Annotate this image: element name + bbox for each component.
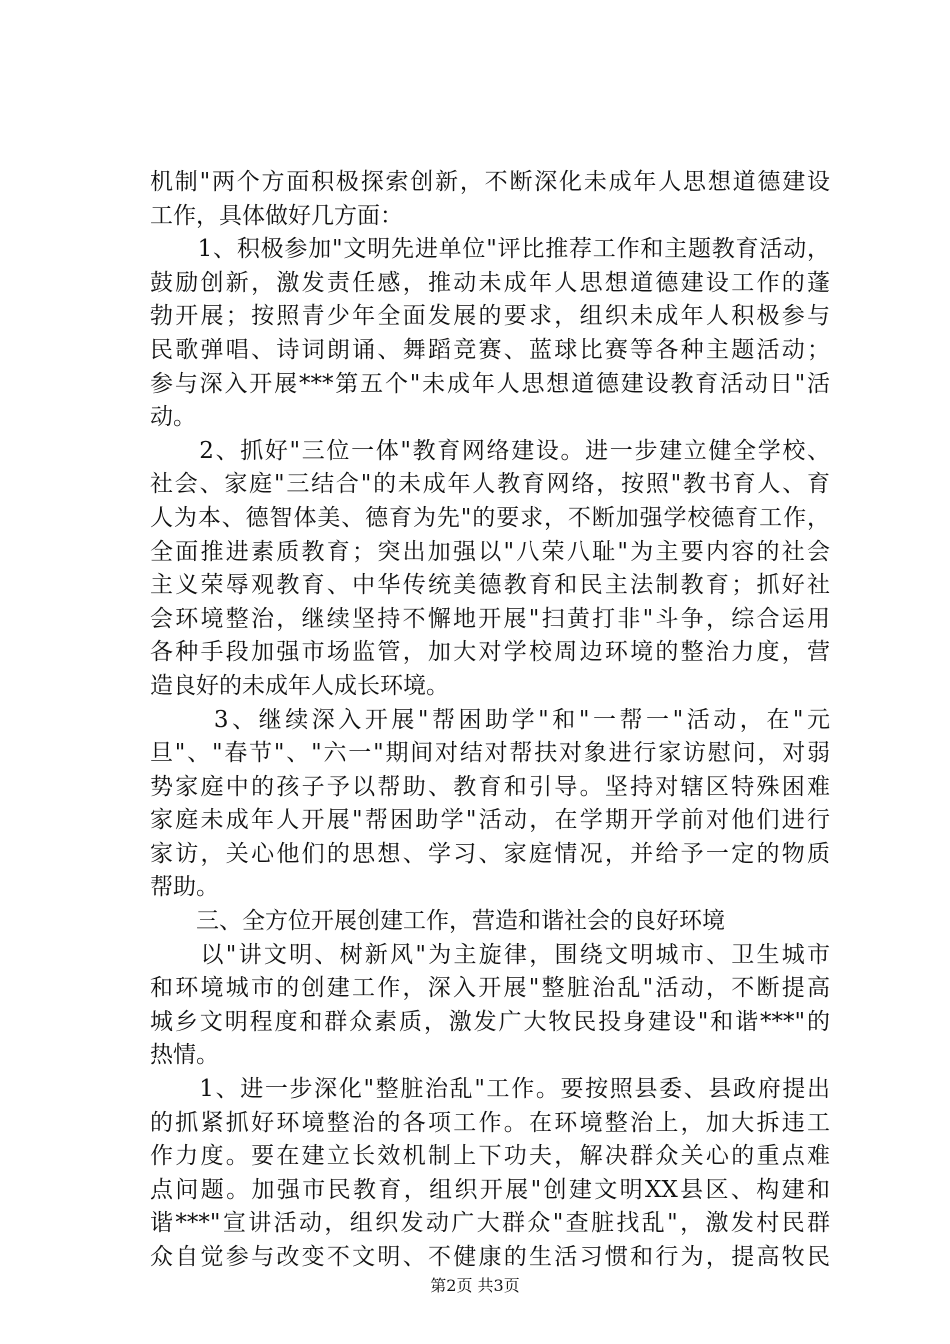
- text-line: 1、进一步深化"整脏治乱"工作。要按照县委、县政府提出: [150, 1076, 830, 1103]
- document-body: [150, 166, 830, 1275]
- text-line: 的抓紧抓好环境整治的各项工作。在环境整治上，加大拆违工: [150, 1109, 830, 1136]
- text-line: 城乡文明程度和群众素质，激发广大牧民投身建设"和谐***"的: [150, 1008, 830, 1035]
- section-heading: 三、全方位开展创建工作，营造和谐社会的良好环境: [150, 908, 725, 935]
- page-number-footer: 第2页 共3页: [430, 1276, 520, 1295]
- text-line: 工作，具体做好几方面：: [150, 202, 403, 229]
- text-line: 人为本、德智体美、德育为先"的要求，不断加强学校德育工作，: [150, 504, 830, 531]
- text-line: 热情。: [150, 1042, 219, 1069]
- text-line: 众自觉参与改变不文明、不健康的生活习惯和行为，提高牧民: [150, 1244, 830, 1270]
- text-line: 点问题。加强市民教育，组织开展"创建文明XX县区、构建和: [150, 1176, 830, 1203]
- text-line: 全面推进素质教育；突出加强以"八荣八耻"为主要内容的社会: [150, 538, 830, 565]
- text-line: 民歌弹唱、诗词朗诵、舞蹈竞赛、蓝球比赛等各种主题活动；: [150, 336, 830, 363]
- text-line: 机制"两个方面积极探索创新，不断深化未成年人思想道德建设: [150, 169, 830, 195]
- text-line: 动。: [150, 404, 196, 431]
- text-line: 主义荣辱观教育、中华传统美德教育和民主法制教育；抓好社: [150, 572, 830, 599]
- text-line: 社会、家庭"三结合"的未成年人教育网络，按照"教书育人、育: [150, 471, 830, 498]
- text-line: 以"讲文明、树新风"为主旋律，围绕文明城市、卫生城市: [150, 941, 830, 968]
- text-line: 勃开展；按照青少年全面发展的要求，组织未成年人积极参与: [150, 303, 830, 330]
- text-line: 各种手段加强市场监管，加大对学校周边环境的整治力度，营: [150, 639, 830, 666]
- text-line: 作力度。要在建立长效机制上下功夫，解决群众关心的重点难: [150, 1143, 830, 1170]
- text-line: 旦"、"春节"、"六一"期间对结对帮扶对象进行家访慰问，对弱: [150, 740, 830, 767]
- text-line: 2、抓好"三位一体"教育网络建设。进一步建立健全学校、: [150, 437, 830, 464]
- text-line: 造良好的未成年人成长环境。: [150, 672, 449, 699]
- text-line: 谐***"宣讲活动，组织发动广大群众"查脏找乱"，激发村民群: [150, 1210, 830, 1237]
- text-line: 势家庭中的孩子予以帮助、教育和引导。坚持对辖区特殊困难: [150, 773, 830, 800]
- text-line: 和环境城市的创建工作，深入开展"整脏治乱"活动，不断提高: [150, 975, 830, 1002]
- text-line: 3、继续深入开展"帮困助学"和"一帮一"活动，在"元: [150, 706, 830, 733]
- text-line: 家访，关心他们的思想、学习、家庭情况，并给予一定的物质: [150, 840, 830, 867]
- text-line: 帮助。: [150, 874, 219, 901]
- text-line: 家庭未成年人开展"帮困助学"活动，在学期开学前对他们进行: [150, 807, 830, 834]
- text-line: 鼓励创新，激发责任感，推动未成年人思想道德建设工作的蓬: [150, 269, 830, 296]
- text-line: 1、积极参加"文明先进单位"评比推荐工作和主题教育活动，: [150, 236, 830, 263]
- text-line: 参与深入开展***第五个"未成年人思想道德建设教育活动日"活: [150, 370, 830, 397]
- text-line: 会环境整治，继续坚持不懈地开展"扫黄打非"斗争，综合运用: [150, 605, 830, 632]
